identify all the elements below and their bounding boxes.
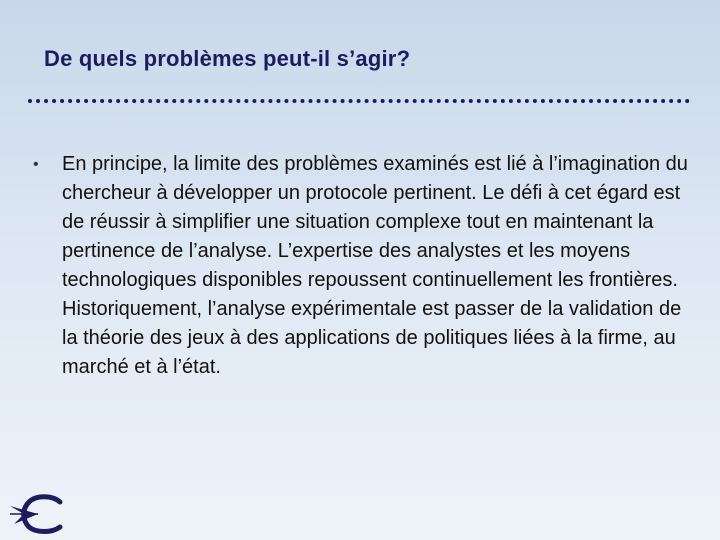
title-divider [28,99,690,103]
arrow-c-logo-icon [8,492,68,536]
slide-title: De quels problèmes peut-il s’agir? [44,46,411,71]
bullet-list [32,150,692,382]
bullet-item [32,150,692,382]
bullet-marker: • [33,156,39,173]
bullet-text: En principe, la limite des problèmes examinés est lié à l’imagination du chercheur à développer un protocole pertinent. Le défi à cet égard est de réussir à simplifier une situation complexe tout en maintenant la pertinence de l’analyse. L’expertise des analystes et les moyens technologiques disponibles repoussent continuellement les frontières. Historiquement, l’analyse expérimentale est passer de la validation de la théorie des jeux à des applications de politiques liées à la firme, au marché et à l’état. [62,153,688,378]
